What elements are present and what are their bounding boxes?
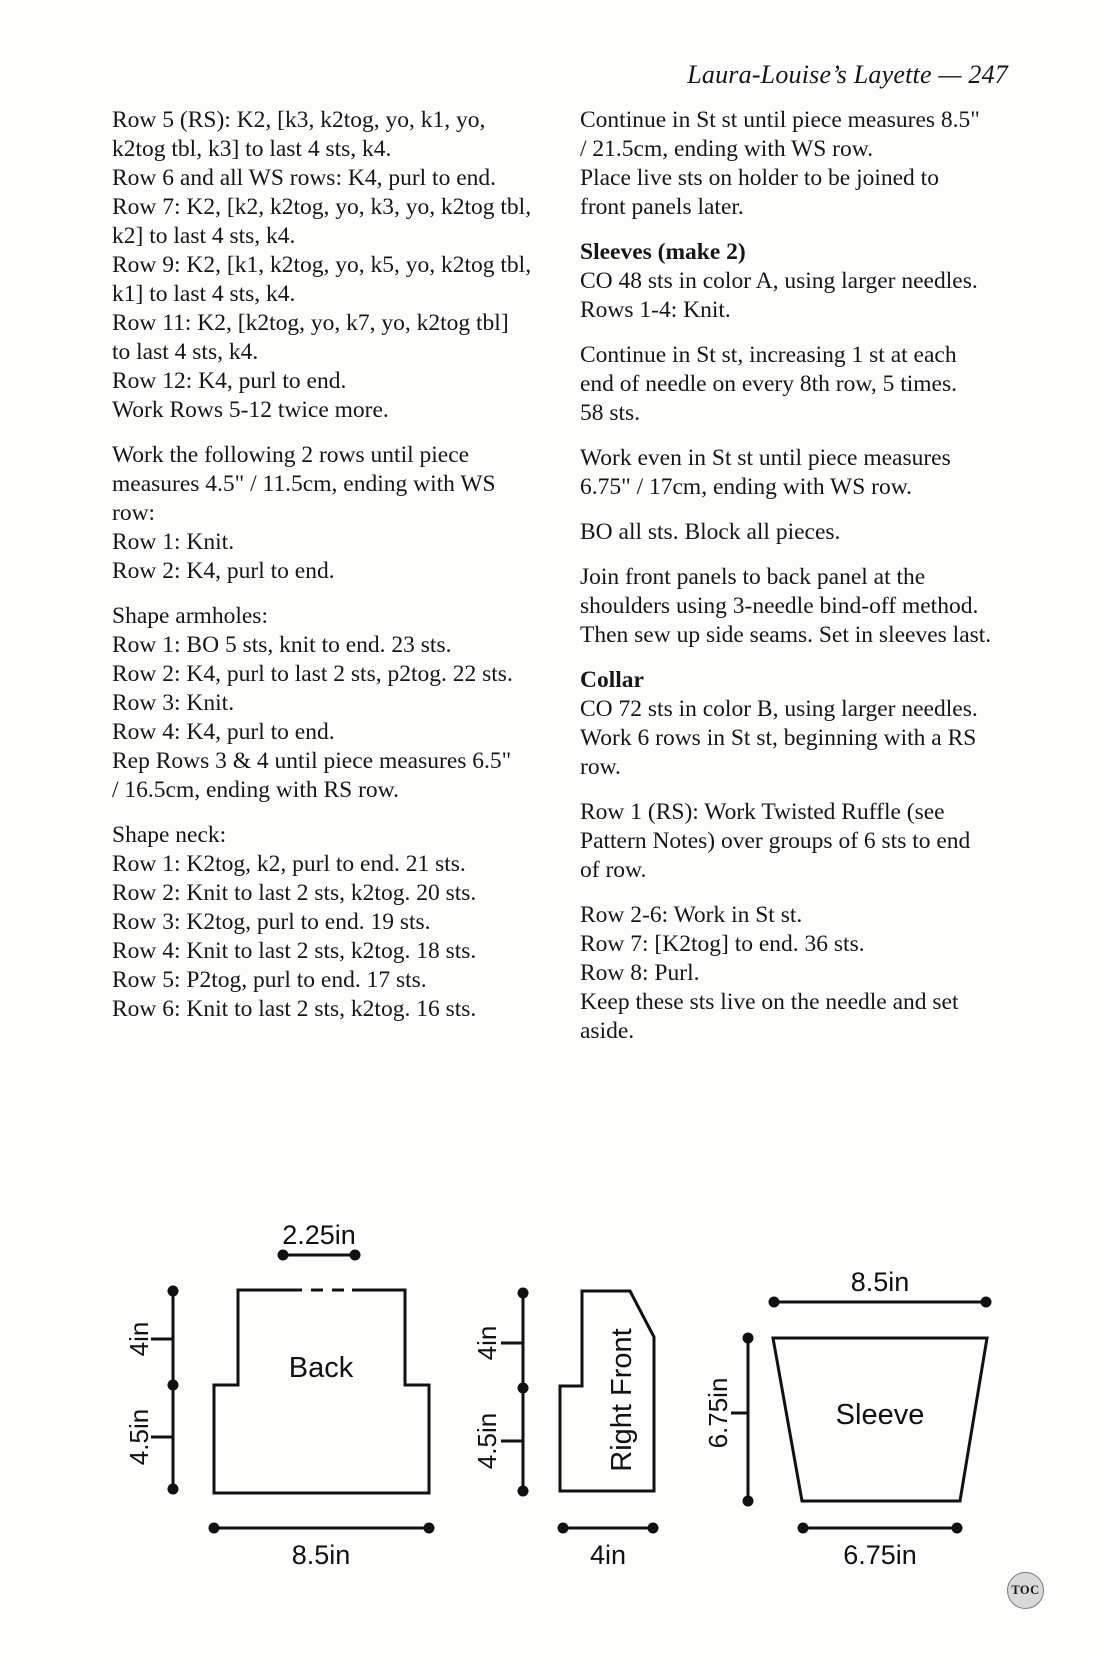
text-line: Row 1: BO 5 sts, knit to end. 23 sts. bbox=[112, 632, 452, 658]
dim-dot bbox=[350, 1250, 361, 1261]
paragraph bbox=[580, 341, 1025, 428]
text-line: of row. bbox=[580, 857, 647, 883]
text-line: Pattern Notes) over groups of 6 sts to end bbox=[580, 828, 971, 854]
page-header: Laura-Louise’s Layette — 247 bbox=[687, 60, 1008, 89]
text-line: Rows 1-4: Knit. bbox=[580, 297, 731, 323]
toc-button[interactable]: TOC bbox=[1007, 1572, 1044, 1609]
dim-dot bbox=[558, 1523, 569, 1534]
paragraph bbox=[112, 821, 542, 1024]
text-line: end of needle on every 8th row, 5 times. bbox=[580, 371, 957, 397]
back-armhole-depth-label: 4in bbox=[124, 1321, 154, 1357]
sleeve-piece-label: Sleeve bbox=[835, 1399, 925, 1431]
schematic-diagrams bbox=[0, 1140, 1100, 1580]
text-line: Row 4: K4, purl to end. bbox=[112, 719, 335, 745]
text-line: to last 4 sts, k4. bbox=[112, 339, 259, 365]
text-line: Row 2: K4, purl to end. bbox=[112, 558, 335, 584]
text-line: Join front panels to back panel at the bbox=[580, 564, 926, 590]
section-heading: Collar bbox=[580, 667, 644, 693]
text-line: front panels later. bbox=[580, 194, 744, 220]
text-line: Row 11: K2, [k2tog, yo, k7, yo, k2tog tbl] bbox=[112, 310, 509, 336]
paragraph bbox=[580, 798, 1025, 885]
text-line: Row 2-6: Work in St st. bbox=[580, 902, 803, 928]
text-line: / 21.5cm, ending with WS row. bbox=[580, 136, 874, 162]
dim-dot bbox=[952, 1523, 963, 1534]
text-column-left bbox=[112, 106, 542, 1024]
right-front-piece-label: Right Front bbox=[606, 1328, 638, 1472]
dim-dot bbox=[424, 1523, 435, 1534]
front-armhole-depth-label: 4in bbox=[472, 1325, 502, 1361]
text-line: Row 5: P2tog, purl to end. 17 sts. bbox=[112, 967, 427, 993]
text-line: aside. bbox=[580, 1018, 635, 1044]
text-line: Rep Rows 3 & 4 until piece measures 6.5" bbox=[112, 748, 512, 774]
text-line: Row 4: Knit to last 2 sts, k2tog. 18 sts. bbox=[112, 938, 477, 964]
sleeve-top-width-label: 8.5in bbox=[850, 1267, 910, 1297]
back-shoulder-width-label: 2.25in bbox=[282, 1220, 356, 1250]
text-line: Row 9: K2, [k1, k2tog, yo, k5, yo, k2tog tbl, bbox=[112, 252, 532, 278]
text-line: row. bbox=[580, 754, 621, 780]
dim-dot bbox=[168, 1380, 179, 1391]
text-line: Work the following 2 rows until piece bbox=[112, 442, 470, 468]
text-line: 6.75" / 17cm, ending with WS row. bbox=[580, 474, 913, 500]
text-line: Row 1: Knit. bbox=[112, 529, 235, 555]
text-line: Continue in St st, increasing 1 st at each bbox=[580, 342, 957, 368]
text-line: Row 3: Knit. bbox=[112, 690, 235, 716]
paragraph bbox=[580, 106, 1025, 222]
text-line: Row 6: Knit to last 2 sts, k2tog. 16 sts. bbox=[112, 996, 477, 1022]
back-body-length-label: 4.5in bbox=[124, 1408, 154, 1466]
paragraph bbox=[580, 444, 1025, 502]
text-line: Row 8: Purl. bbox=[580, 960, 700, 986]
dim-dot bbox=[798, 1523, 809, 1534]
text-line: k1] to last 4 sts, k4. bbox=[112, 281, 296, 307]
dim-dot bbox=[168, 1286, 179, 1297]
text-line: Row 6 and all WS rows: K4, purl to end. bbox=[112, 165, 497, 191]
paragraph bbox=[112, 602, 542, 805]
dim-dot bbox=[518, 1383, 529, 1394]
text-line: BO all sts. Block all pieces. bbox=[580, 519, 841, 545]
section-heading: Sleeves (make 2) bbox=[580, 239, 746, 265]
dim-dot bbox=[518, 1288, 529, 1299]
dim-dot bbox=[743, 1496, 754, 1507]
text-line: Then sew up side seams. Set in sleeves last. bbox=[580, 622, 992, 648]
text-line: Shape armholes: bbox=[112, 603, 268, 629]
text-line: k2] to last 4 sts, k4. bbox=[112, 223, 296, 249]
text-line: Row 7: K2, [k2, k2tog, yo, k3, yo, k2tog tbl, bbox=[112, 194, 532, 220]
text-line: Row 5 (RS): K2, [k3, k2tog, yo, k1, yo, bbox=[112, 107, 486, 133]
paragraph bbox=[580, 666, 1025, 782]
dim-dot bbox=[168, 1484, 179, 1495]
front-bottom-width-label: 4in bbox=[589, 1540, 627, 1570]
text-line: CO 72 sts in color B, using larger needles. bbox=[580, 696, 978, 722]
text-line: shoulders using 3-needle bind-off method. bbox=[580, 593, 979, 619]
text-line: Row 2: Knit to last 2 sts, k2tog. 20 sts. bbox=[112, 880, 477, 906]
text-line: k2tog tbl, k3] to last 4 sts, k4. bbox=[112, 136, 392, 162]
sleeve-length-label: 6.75in bbox=[703, 1377, 733, 1449]
paragraph bbox=[580, 901, 1025, 1046]
dim-dot bbox=[981, 1297, 992, 1308]
paragraph bbox=[112, 106, 542, 425]
text-line: Row 7: [K2tog] to end. 36 sts. bbox=[580, 931, 865, 957]
text-column-right bbox=[580, 106, 1025, 1046]
text-line: Work Rows 5-12 twice more. bbox=[112, 397, 389, 423]
text-line: Work 6 rows in St st, beginning with a RS bbox=[580, 725, 977, 751]
paragraph bbox=[580, 518, 1025, 547]
text-line: Row 12: K4, purl to end. bbox=[112, 368, 347, 394]
dim-dot bbox=[648, 1523, 659, 1534]
paragraph bbox=[580, 563, 1025, 650]
text-line: Keep these sts live on the needle and set bbox=[580, 989, 959, 1015]
dim-dot bbox=[518, 1486, 529, 1497]
dim-dot bbox=[769, 1297, 780, 1308]
text-line: row: bbox=[112, 500, 156, 526]
text-line: CO 48 sts in color A, using larger needles. bbox=[580, 268, 978, 294]
back-piece-label: Back bbox=[288, 1352, 354, 1384]
text-line: Row 2: K4, purl to last 2 sts, p2tog. 22 sts. bbox=[112, 661, 513, 687]
back-bottom-width-label: 8.5in bbox=[291, 1540, 351, 1570]
sleeve-cuff-width-label: 6.75in bbox=[843, 1540, 917, 1570]
dim-dot bbox=[743, 1333, 754, 1344]
text-line: / 16.5cm, ending with RS row. bbox=[112, 777, 399, 803]
text-line: Row 1 (RS): Work Twisted Ruffle (see bbox=[580, 799, 945, 825]
text-line: Row 1: K2tog, k2, purl to end. 21 sts. bbox=[112, 851, 466, 877]
paragraph bbox=[580, 238, 1025, 325]
text-line: measures 4.5" / 11.5cm, ending with WS bbox=[112, 471, 496, 497]
text-line: Work even in St st until piece measures bbox=[580, 445, 951, 471]
back-schematic bbox=[124, 1220, 435, 1570]
text-line: Row 3: K2tog, purl to end. 19 sts. bbox=[112, 909, 431, 935]
back-outline bbox=[214, 1290, 429, 1493]
dim-dot bbox=[209, 1523, 220, 1534]
paragraph bbox=[112, 441, 542, 586]
front-body-length-label: 4.5in bbox=[472, 1412, 502, 1470]
right-front-schematic bbox=[472, 1288, 659, 1571]
text-line: Shape neck: bbox=[112, 822, 227, 848]
text-line: Continue in St st until piece measures 8.5" bbox=[580, 107, 980, 133]
dim-dot bbox=[278, 1250, 289, 1261]
sleeve-schematic bbox=[703, 1267, 992, 1570]
text-line: 58 sts. bbox=[580, 400, 641, 426]
text-line: Place live sts on holder to be joined to bbox=[580, 165, 939, 191]
